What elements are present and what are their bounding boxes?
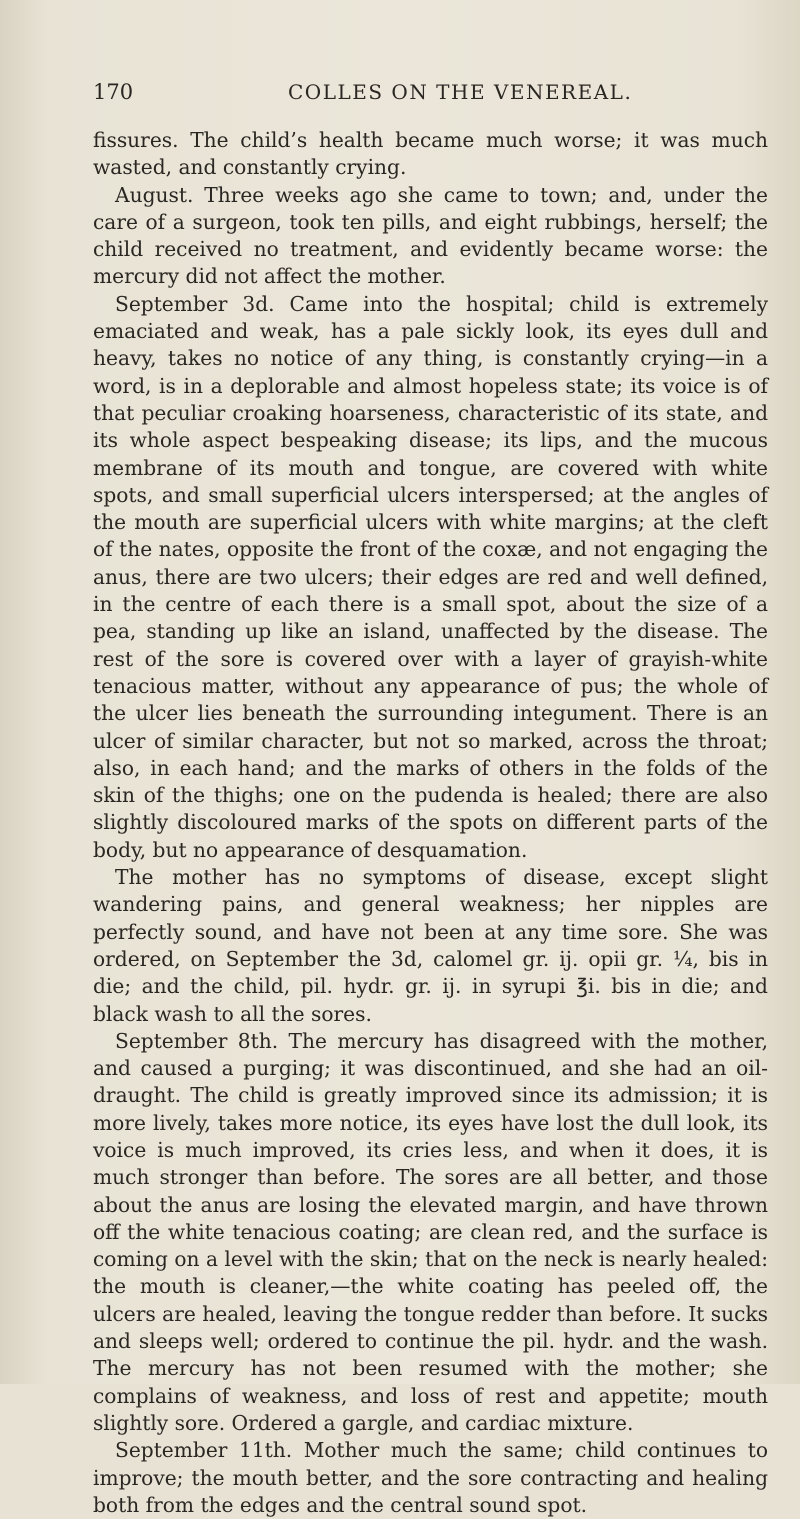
paragraph-september-8th: September 8th. The mercury has disagreed with the mother, and caused a purging; it was discontinued, and she had an oil-draught. The child is greatly improved since its admission; it is more lively, takes more notice, its eyes have lost the dull look, its voice is much improved, its cries less, and when it does, it is much stronger than before. The sores are all better, and those about the anus are losing the elevated margin, and have thrown off the white tenacious coating; are clean red, and the surface is coming on a level with the skin; that on the neck is nearly healed: the mouth is cleaner,—the white coating has peeled off, the ulcers are healed, leaving the tongue redder than before. It sucks and sleeps well; ordered to continue the pil. hydr. and the wash. The mercury has not been resumed with the mother; she complains of weakness, and loss of rest and appetite; mouth slightly sore. Ordered a gargle, and cardiac mixture. (93, 1028, 768, 1435)
running-head: COLLES ON THE VENEREAL. (288, 80, 633, 104)
page-header (93, 80, 760, 110)
page-number: 170 (93, 80, 134, 104)
paragraph-mother-treatment: The mother has no symptoms of disease, except slight wandering pains, and general weakness; her nipples are perfectly sound, and have not been at any time sore. She was ordered, on September the 3d, calomel gr. ij. opii gr. ¼, bis in die; and the child, pil. hydr. gr. ij. in syrupi ℥i. bis in die; and black wash to all the sores. (93, 865, 768, 1026)
body-text (93, 127, 768, 1519)
paragraph-september-3d: September 3d. Came into the hospital; child is extremely emaciated and weak, has a pale sickly look, its eyes dull and heavy, takes no notice of any thing, is constantly crying—in a word, is in a deplorable and almost hopeless state; its voice is of that peculiar croaking hoarseness, characteristic of its state, and its whole aspect bespeaking disease; its lips, and the mucous membrane of its mouth and tongue, are covered with white spots, and small superficial ulcers interspersed; at the angles of the mouth are superficial ulcers with white margins; at the cleft of the nates, opposite the front of the coxæ, and not engaging the anus, there are two ulcers; their edges are red and well defined, in the centre of each there is a small spot, about the size of a pea, standing up like an island, unaffected by the disease. The rest of the sore is covered over with a layer of grayish-white tenacious matter, without any appearance of pus; the whole of the ulcer lies beneath the surrounding integument. There is an ulcer of similar character, but not so marked, across the throat; also, in each hand; and the marks of others in the folds of the skin of the thighs; one on the pudenda is healed; there are also slightly discoloured marks of the spots on different parts of the body, but no appearance of desquamation. (93, 291, 768, 862)
paragraph-august: August. Three weeks ago she came to town; and, under the care of a surgeon, took ten pills, and eight rubbings, herself; the child received no treatment, and evidently became worse: the mercury did not affect the mother. (93, 182, 768, 289)
paragraph-continuation: fissures. The child’s health became much worse; it was much wasted, and constantly crying. (93, 128, 768, 180)
paragraph-september-11th: September 11th. Mother much the same; child continues to improve; the mouth better, and the sore contracting and healing both from the edges and the central sound spot. (93, 1438, 768, 1517)
